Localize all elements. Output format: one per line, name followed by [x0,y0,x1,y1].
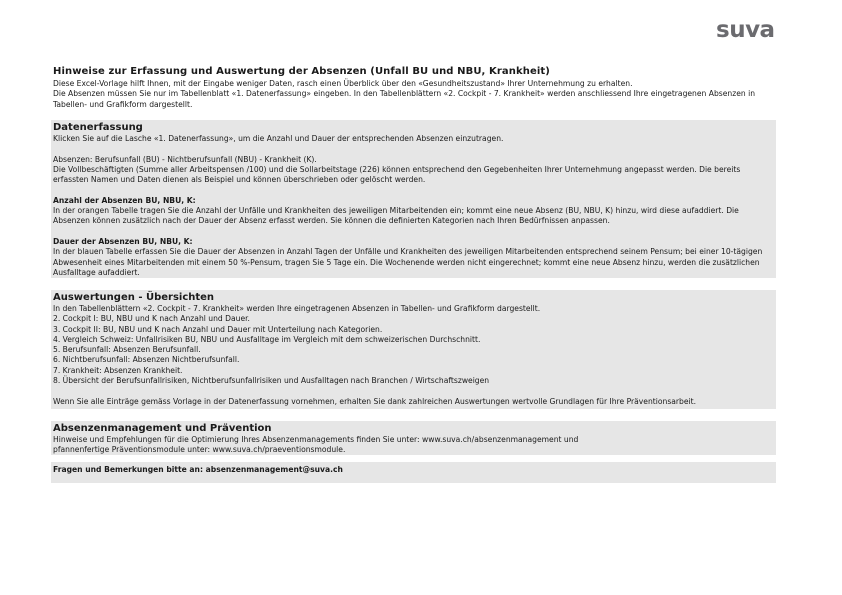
subheading-anzahl: Anzahl der Absenzen BU, NBU, K: [53,195,196,205]
list-item: 7. Krankheit: Absenzen Krankheit. [53,365,183,375]
list-item: 2. Cockpit I: BU, NBU und K nach Anzahl und Dauer. [53,314,250,324]
intro-paragraph: Die Absenzen müssen Sie nur im Tabellenblatt «1. Datenerfassung» eingeben. In den Tabellenblättern «2. Cockpit - 7. Krankheit» werden anschliessend Ihre eingetragenen Absenzen in Tabellen- und Grafikform dargestellt. [53,89,756,109]
list-item: 6. Nichtberufsunfall: Absenzen Nichtberufsunfall. [53,355,240,365]
section-heading: Absenzenmanagement und Prävention [53,423,272,434]
paragraph: Wenn Sie alle Einträge gemäss Vorlage in der Datenerfassung vornehmen, erhalten Sie dank zahlreichen Auswertungen wertvolle Grundlagen für Ihre Präventionsarbeit. [53,396,697,406]
section-heading: Datenerfassung [53,122,143,133]
page-title: Hinweise zur Erfassung und Auswertung der Absenzen (Unfall BU und NBU, Krankheit) [53,66,550,77]
paragraph: Absenzen: Berufsunfall (BU) - Nichtberufsunfall (NBU) - Krankheit (K). [53,154,317,164]
paragraph: In der orangen Tabelle tragen Sie die Anzahl der Unfälle und Krankheiten des jeweiligen Mitarbeitenden ein; kommt eine neue Absenz (BU, NBU, K) hinzu, wird diese aufaddiert. Die Absenzen können zusätzlich nach der Dauer der Absenz erfasst werden. Sie können die definierten Kategorien nach Ihren Bedürfnissen anpassen. [53,206,739,226]
section-datenerfassung [51,120,776,278]
section-management [51,421,776,455]
list-item: 3. Cockpit II: BU, NBU und K nach Anzahl und Dauer mit Unterteilung nach Kategorien. [53,324,383,334]
contact-text: Fragen und Bemerkungen bitte an: absenzenmanagement@suva.ch [53,465,343,474]
list-item: 8. Übersicht der Berufsunfallrisiken, Nichtberufsunfallrisiken und Ausfalltagen nach Branchen / Wirtschaftszweigen [53,376,490,386]
paragraph: Klicken Sie auf die Lasche «1. Datenerfassung», um die Anzahl und Dauer der entsprechenden Absenzen einzutragen. [53,134,504,143]
paragraph: Die Vollbeschäftigten (Summe aller Arbeitspensen /100) und die Sollarbeitstage (226) können entsprechend den Gegebenheiten Ihrer Unternehmung angepasst werden. Die bereits erfassten Namen und Daten dienen als Beispiel und können überschrieben oder gelöscht werden. [53,164,741,185]
list-item: 5. Berufsunfall: Absenzen Berufsunfall. [53,345,201,355]
paragraph: Hinweise und Empfehlungen für die Optimierung Ihres Absenzenmanagements finden Sie unter: www.suva.ch/absenzenmanagement und [53,435,579,444]
paragraph: pfannenfertige Präventionsmodule unter: www.suva.ch/praeventionsmodule. [53,445,346,455]
evaluation-list [53,314,774,386]
section-contact [51,462,776,483]
intro-paragraph: Diese Excel-Vorlage hilft Ihnen, mit der Eingabe weniger Daten, rasch einen Überblick über den «Gesundheitszustand» Ihrer Unternehmung zu erhalten. [53,79,633,88]
subheading-dauer: Dauer der Absenzen BU, NBU, K: [53,236,193,246]
section-auswertungen [51,290,776,409]
suva-logo: suva [716,17,775,43]
paragraph: In der blauen Tabelle erfassen Sie die Dauer der Absenzen in Anzahl Tagen der Unfälle und Krankheiten des jeweiligen Mitarbeitenden entsprechend seinem Pensum; bei einer 10-tägigen Abwesenheit eines Mitarbeitenden mit einem 50 %-Pensum, tragen Sie 5 Tage ein. Die Wochenende werden nicht eingerechnet; kommt eine neue Absenz hinzu, werden die zusätzlichen Ausfalltage aufaddiert. [53,247,763,277]
paragraph: In den Tabellenblättern «2. Cockpit - 7. Krankheit» werden Ihre eingetragenen Absenzen in Tabellen- und Grafikform dargestellt. [53,304,541,313]
intro-text [53,79,783,110]
list-item: 4. Vergleich Schweiz: Unfallrisiken BU, NBU und Ausfalltage im Vergleich mit dem schweizerischen Durchschnitt. [53,334,481,344]
section-heading: Auswertungen - Übersichten [53,292,215,303]
